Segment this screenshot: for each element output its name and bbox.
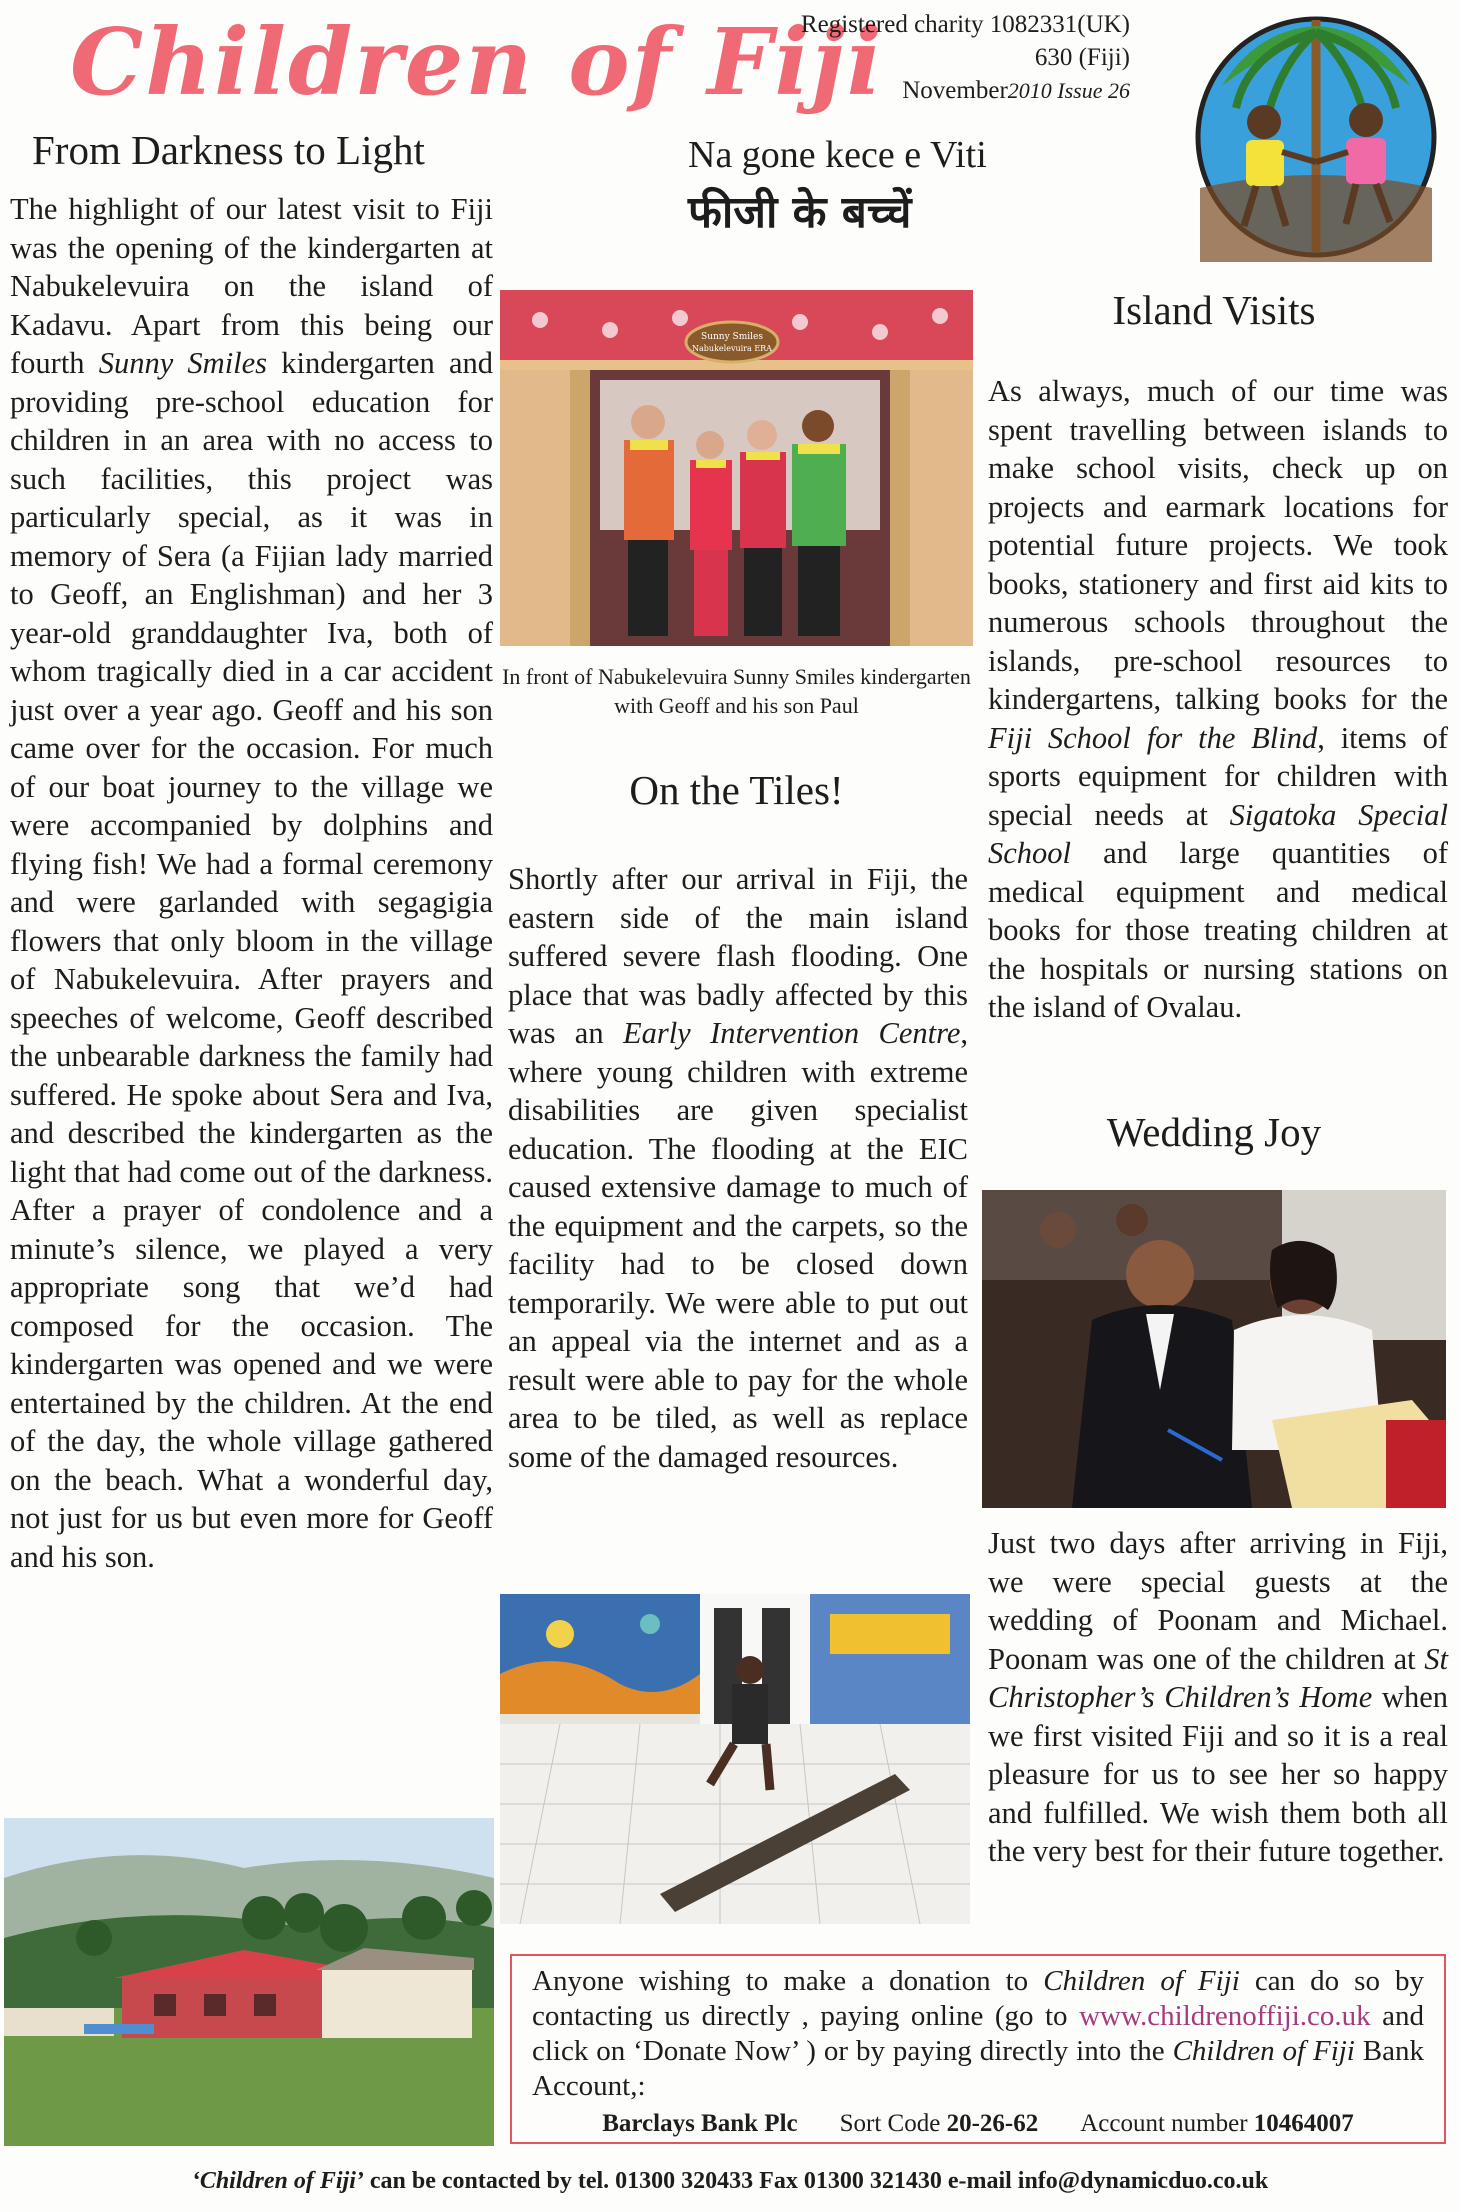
fijian-title: Na gone kece e Viti [688,134,987,176]
donation-box [510,1954,1446,2144]
children-logo-icon [1186,12,1446,262]
islands-body: As always, much of our time was spent travelling between islands to make school visits, check up on projects and earmark locations for potential future projects. We took books, stationery and first aid kits to numerous schools throughout the islands, pre-school resources to kindergartens, talking books for the Fiji School for the Blind, items of sports equipment for children with special needs at Sigatoka Special School and large quantities of medical equipment and medical books for those treating children at the hospitals or nursing stations on the island of Ovalau. [988,374,1448,1024]
islands-article [988,372,1448,1027]
village-photo [4,1818,494,2146]
wedding-headline: Wedding Joy [1106,1109,1322,1155]
donation-website-link[interactable]: www.childrenoffiji.co.uk [1079,2000,1371,2032]
sign-line2: Nabukelevuira ERA [692,344,772,353]
tiles-body: Shortly after our arrival in Fiji, the eastern side of the main island suffered severe flash flooding. One place that was badly affected by this was an Early Intervention Centre, where young children with extreme disabilities are given specialist education. The flooding at the EIC caused extensive damage to much of the equipment and the carpets, so the facility had to be closed down temporarily. We were able to put out an appeal via the internet and as a result were able to pay for the whole area to be tiled, as well as replace some of the damaged resources. [508,862,968,1474]
bank-name: Barclays Bank Plc [602,2110,798,2137]
bank-details [532,2106,1424,2141]
darkness-headline: From Darkness to Light [32,127,425,173]
sort-code: Sort Code 20-26-62 [839,2110,1039,2137]
issue-date: November2010 Issue 26 [902,77,1130,104]
wedding-photo [982,1190,1446,1508]
contact-footer: ‘Children of Fiji’ can be contacted by tel. 01300 320433 Fax 01300 321430 e-mail info@dynamicduo.co.uk [191,2168,1269,2194]
islands-headline: Island Visits [1112,287,1316,333]
darkness-article [10,190,493,1576]
registration-fiji: 630 (Fiji) [1034,44,1130,71]
tiles-photo [500,1594,970,1924]
hindi-title: फीजी के बच्चें [688,187,912,238]
wedding-body: Just two days after arriving in Fiji, we were special guests at the wedding of Poonam and Michael. Poonam was one of the children at St Christopher’s Children’s Home when we first visited Fiji and so it is a real pleasure for us to see her so happy and fulfilled. We wish them both all the very best for their future together. [988,1526,1448,1868]
registration-uk: Registered charity 1082331(UK) [800,11,1130,38]
kindergarten-photo [500,290,973,646]
masthead-title: Children of Fiji [70,8,884,116]
tiles-headline: On the Tiles! [629,767,844,813]
kindergarten-caption: In front of Nabukelevuira Sunny Smiles kindergarten with Geoff and his son Paul [502,664,971,718]
registration-info [801,8,1130,107]
wedding-article [988,1524,1448,1871]
account-number: Account number 10464007 [1080,2110,1354,2137]
darkness-body: The highlight of our latest visit to Fiji was the opening of the kindergarten at Nabukelevuira on the island of Kadavu. Apart from this being our fourth Sunny Smiles kindergarten and providing pre-school education for children in an area with no access to such facilities, this project was particularly special, as it was in memory of Sera (a Fijian lady married to Geoff, an Englishman) and her 3 year-old granddaughter Iva, both of whom tragically died in a car accident just over a year ago. Geoff and his son came over for the occasion. For much of our boat journey to the village we were accompanied by dolphins and flying fish! We had a formal ceremony and were garlanded with segagigia flowers that only bloom in the village of Nabukelevuira. After prayers and speeches of welcome, Geoff described the unbearable darkness the family had suffered. He spoke about Sera and Iva, and described the kindergarten as the light that had come out of the darkness. After a prayer of condolence and a minute’s silence, we played a very appropriate song that we’d had composed for the occasion. The kindergarten was opened and we were entertained by the children. At the end of the day, the whole village gathered on the beach. What a wonderful day, not just for us but even more for Geoff and his son. [10,192,494,1574]
donation-text: Anyone wishing to make a donation to Children of Fiji can do so by contacting us directly , paying online (go to www.childrenoffiji.co.uk and click on ‘Donate Now’ ) or by paying directly into the Children of Fiji Bank Account,: [532,1965,1425,2102]
tiles-article [508,860,968,1476]
sign-line1: Sunny Smiles [701,332,763,342]
